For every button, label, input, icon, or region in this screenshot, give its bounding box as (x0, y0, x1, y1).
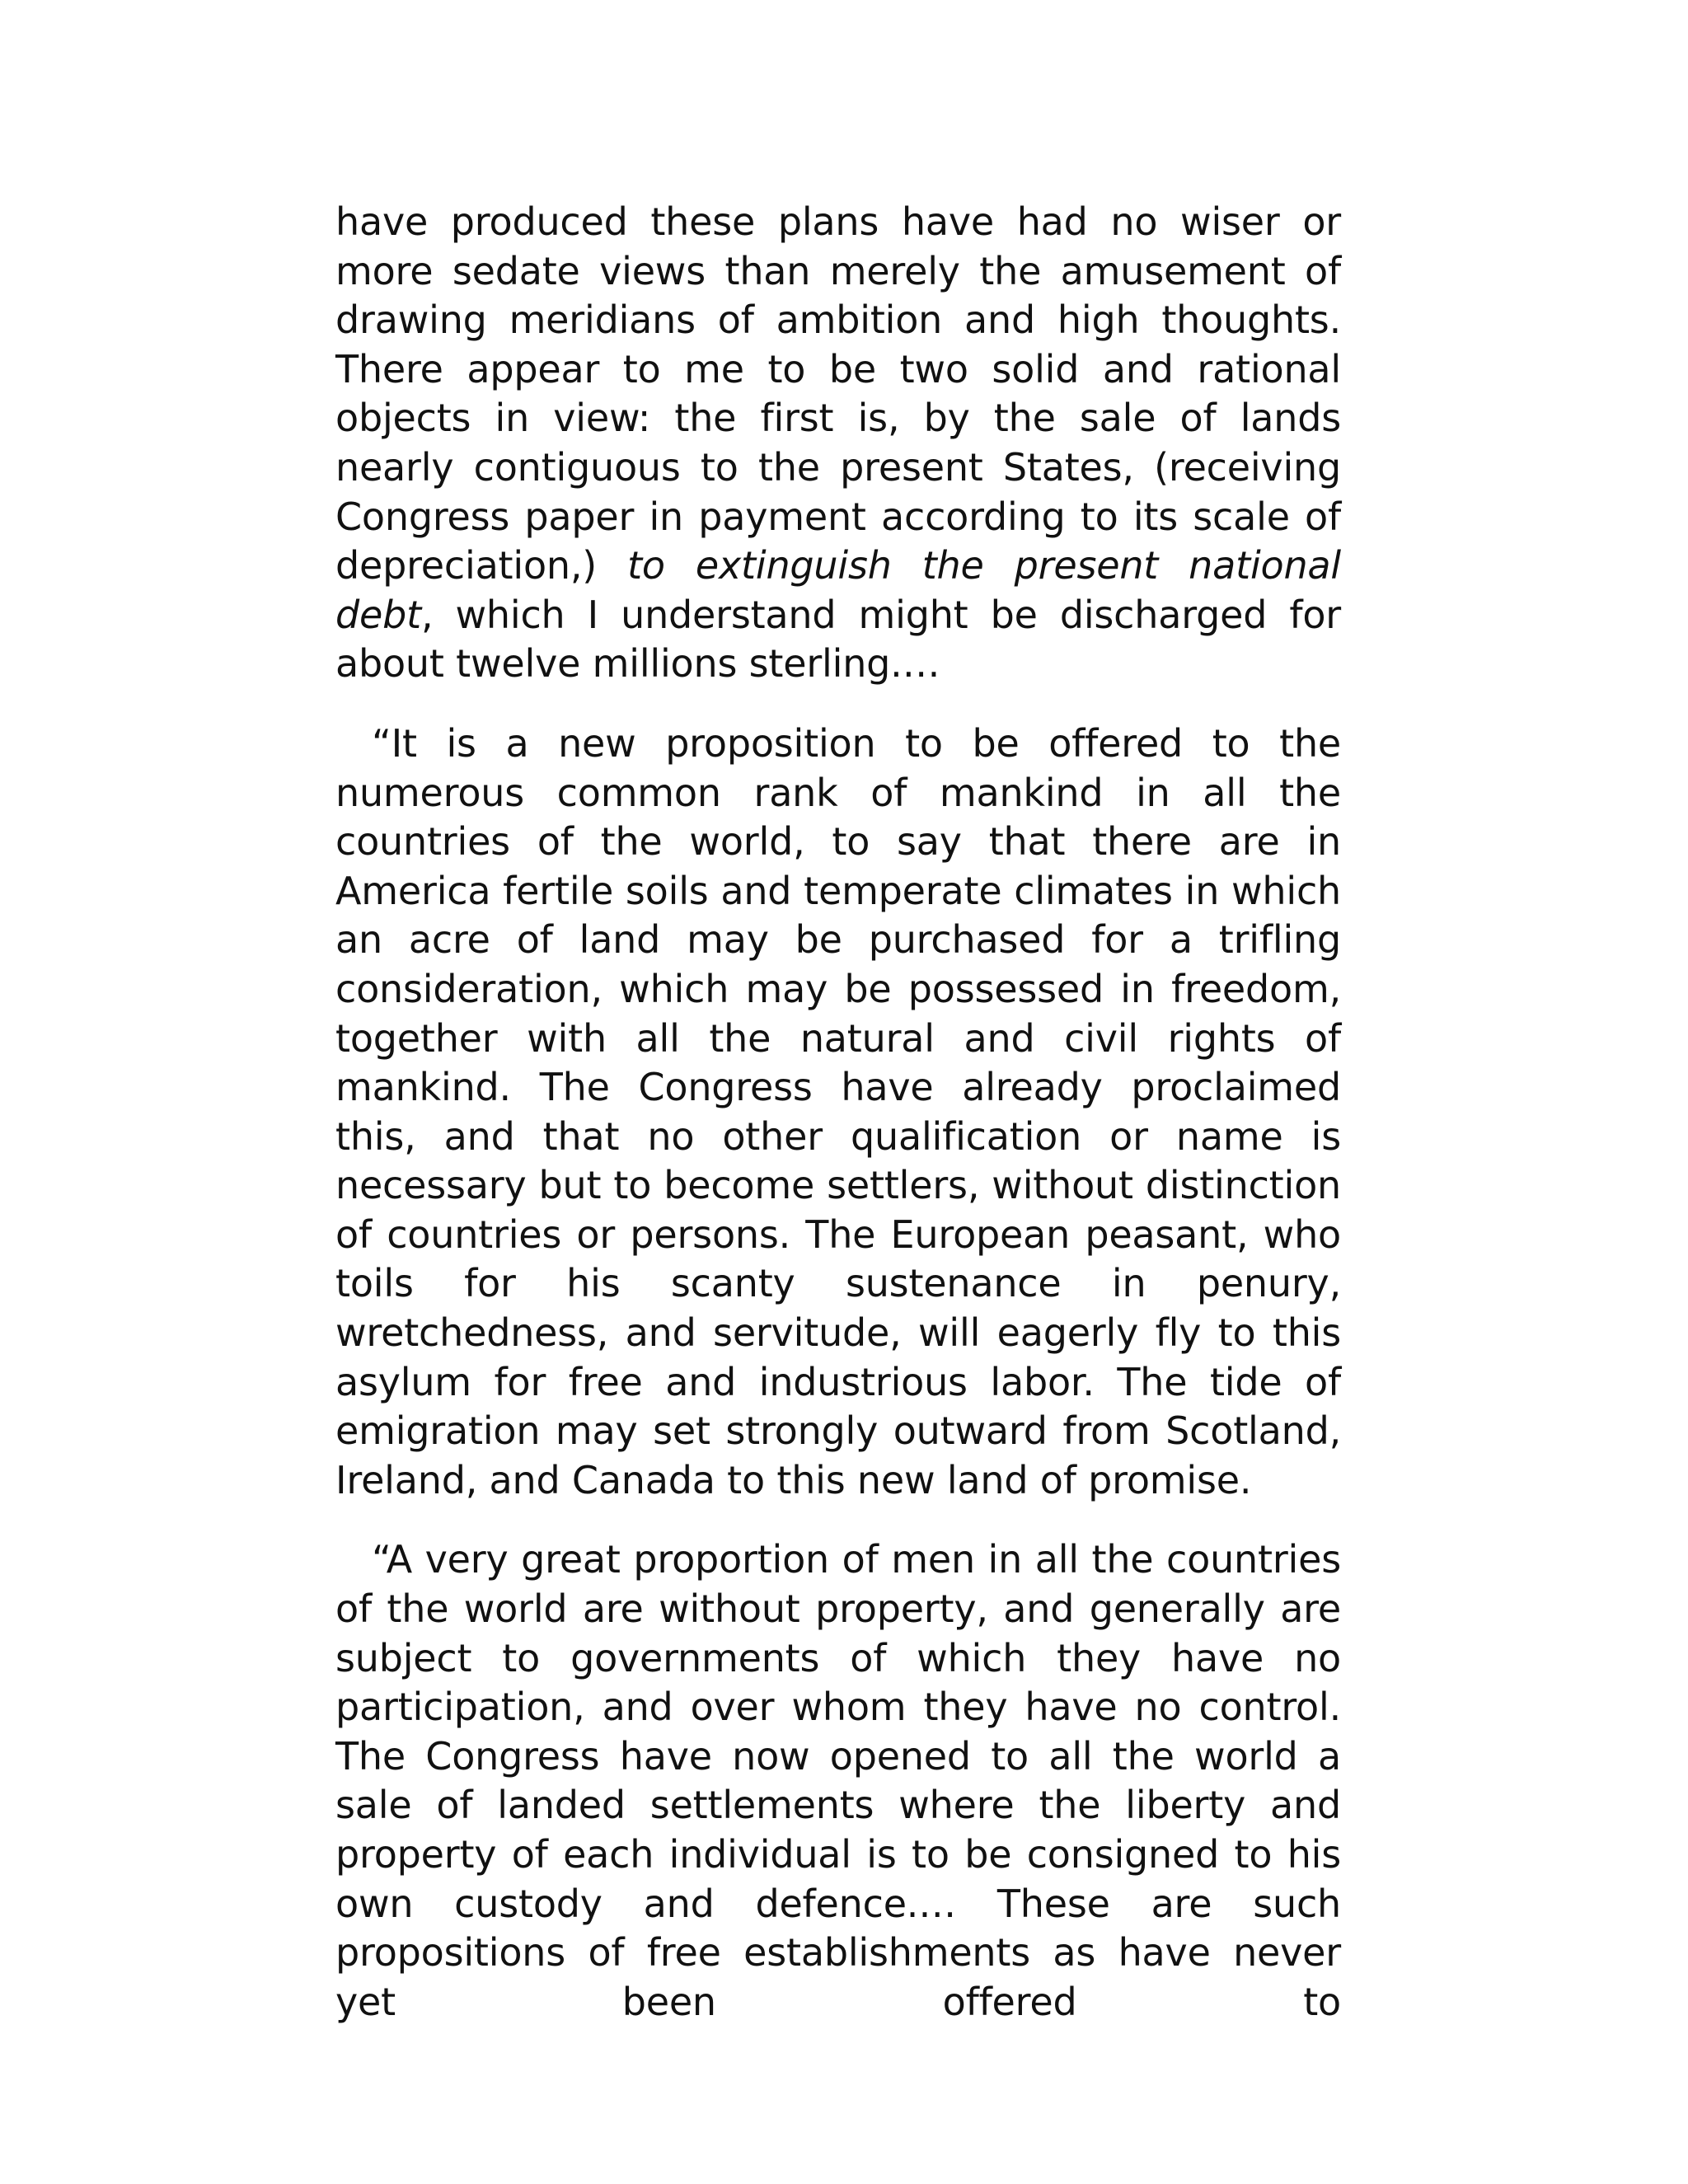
paragraph-1-text-a: have produced these plans have had no wiser or more sedate views than merely the amusement of drawing meridians of ambition and high thoughts. There appear to me to be two solid and rational objects in view: the first is, by the sale of lands nearly contiguous to the present States, (receiving Congress paper in payment according to its scale of depreciation,) (335, 199, 1341, 588)
paragraph-2: “It is a new proposition to be offered to the numerous common rank of mankind in all the countries of the world, to say that there are in America fertile soils and temperate climates in which an acre of land may be purchased for a trifling consideration, which may be possessed in freedom, together with all the natural and civil rights of mankind. The Congress have already proclaimed this, and that no other qualification or name is necessary but to become settlers, without distinction of countries or persons. The European peasant, who toils for his scanty sustenance in penury, wretchedness, and servitude, will eagerly fly to this asylum for free and industrious labor. The tide of emigration may set strongly outward from Scotland, Ireland, and Canada to this new land of promise. (335, 720, 1341, 1502)
paragraph-3: “A very great proportion of men in all the countries of the world are without property, and generally are subject to governments of which they have no participation, and over whom they have no control. The Congress have now opened to all the world a sale of landed settlements where the liberty and property of each individual is to be consigned to his own custody and defence.… These are such propositions of free establishments as have never yet been offered to (335, 1537, 1341, 2024)
body-text (335, 198, 1341, 2057)
paragraph-1-emphasis: to extinguish the present national debt (335, 543, 1341, 637)
paragraph-continued (335, 198, 1341, 689)
paragraph-1-text-b: , which I understand might be discharged for about twelve millions sterling.… (335, 592, 1341, 687)
